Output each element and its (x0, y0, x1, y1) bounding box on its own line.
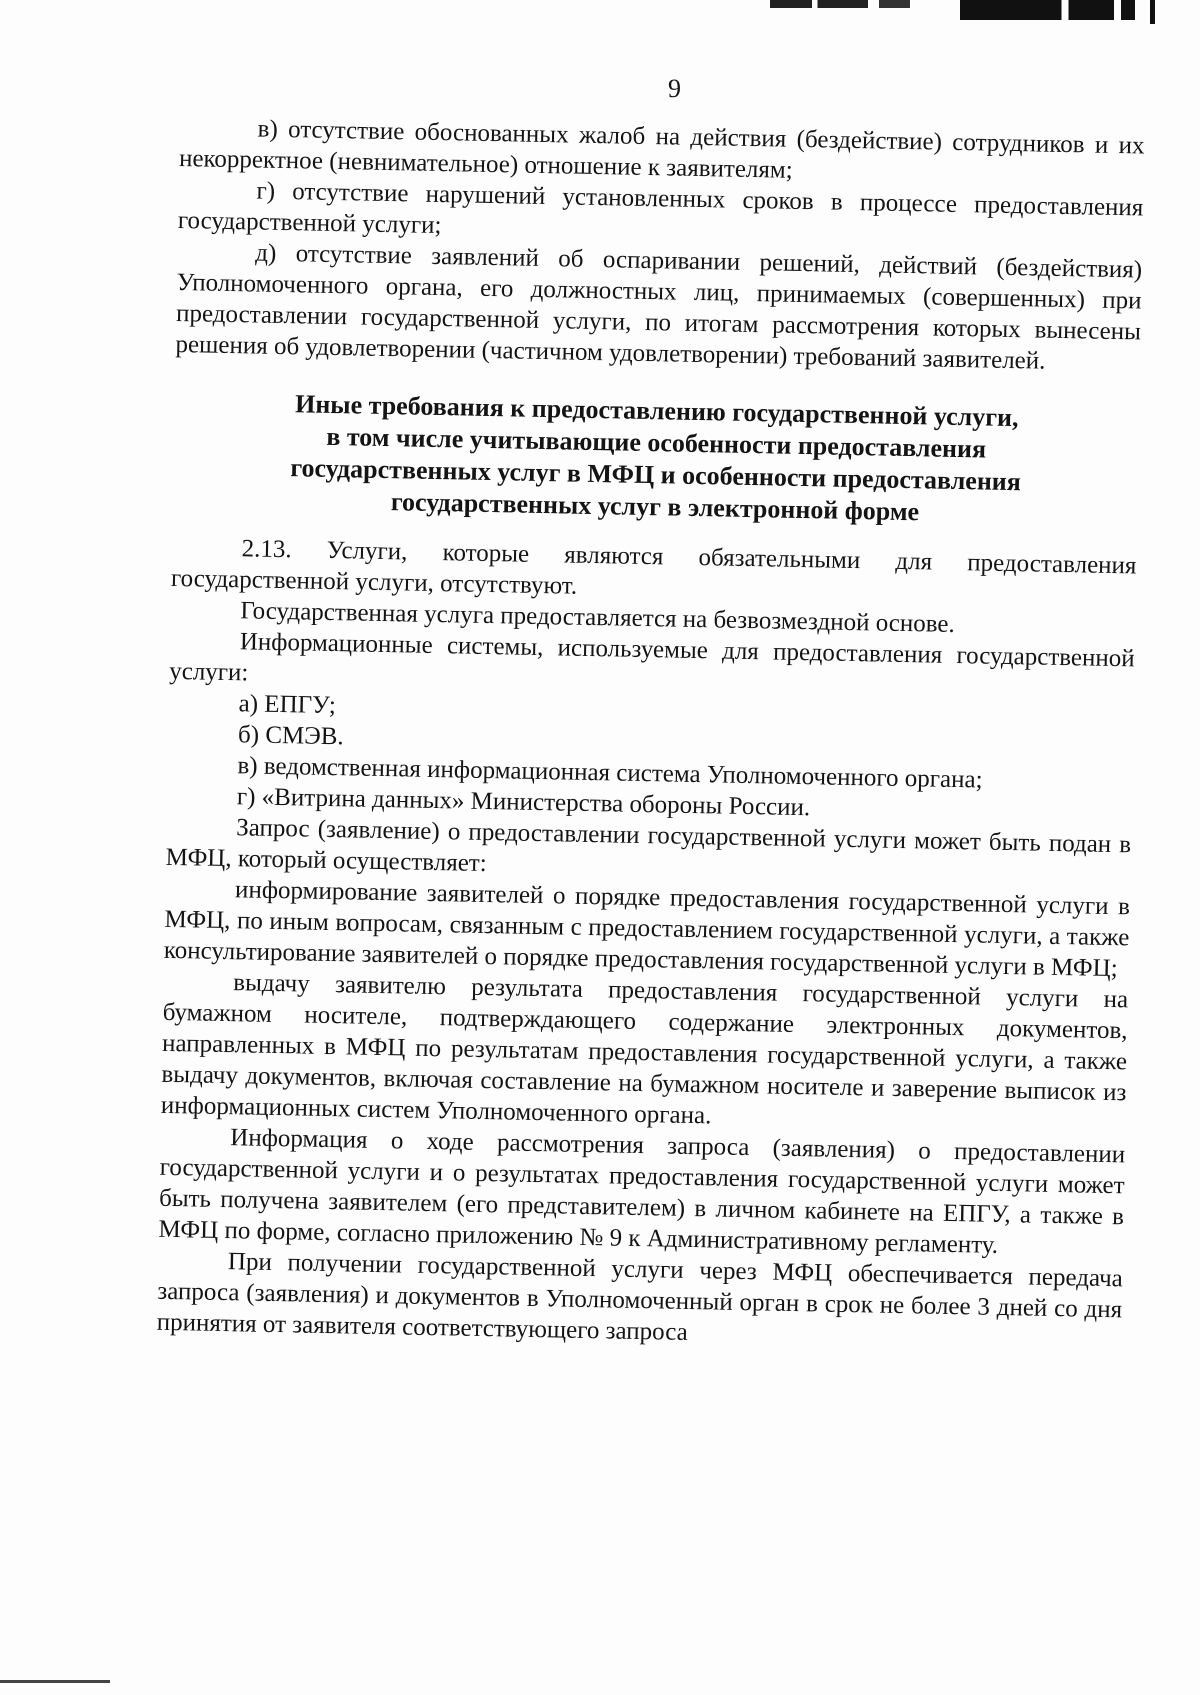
paragraph-issuance: выдачу заявителю результата предоставления государственной услуги на бумажном носителе, подтверждающего содержание электронных документов, направленных в МФЦ по результатам предоставления государственной услуги, а также выдачу документов, включая составление на бумажном носителе и заверение выписок из информационных систем Уполномоченного органа. (160, 969, 1129, 1130)
page-number: 9 (668, 74, 681, 103)
section-heading (172, 386, 1139, 533)
scan-artifact-top-edge (1150, 0, 1155, 24)
scan-artifact-top-left (770, 0, 910, 8)
heading-line: государственных услуг в электронной форме (390, 487, 920, 527)
paragraph-2-13: 2.13. Услуги, которые являются обязательными для предоставления государственной услуги, отсутствуют. (170, 535, 1137, 600)
paragraph-informing: информирование заявителей о порядке предоставления государственной услуги в МФЦ, по иным вопросам, связанным с предоставлением государственной услуги, а также консультирование заявителей о порядке предоставления государственной услуги в МФЦ; (163, 876, 1131, 983)
paragraph-item-g: г) отсутствие нарушений установленных сроков в процессе предоставления государственной услуги; (177, 177, 1144, 240)
heading-line: государственных услуг в МФЦ и особенности предоставления (290, 453, 1022, 497)
list-item-vis: в) ведомственная информационная система Уполномоченного органа; (237, 752, 983, 794)
paragraph-transfer: При получении государственной услуги через МФЦ обеспечивается передача запроса (заявления) и документов в Уполномоченный орган в срок не более 3 дней со дня принятия от заявителя соответствующего запроса (156, 1248, 1124, 1346)
list-item-epgu: а) ЕПГУ; (238, 690, 337, 720)
paragraph-item-d: д) отсутствие заявлений об оспаривании решений, действий (бездействия) Уполномоченного органа, его должностных лиц, принимаемых (совершенных) при предоставлении государственной услуги, по итогам рассмотрения которых вынесены решения об удовлетворении (частичном удовлетворении) требований заявителей. (175, 239, 1143, 375)
paragraph-item-v: в) отсутствие обоснованных жалоб на действия (бездействие) сотрудников и их некорректное (невнимательное) отношение к заявителям; (178, 115, 1145, 184)
paragraph-info-systems: Информационные системы, используемые для предоставления государственной услуги: (168, 628, 1135, 687)
list-item-smev: б) СМЭВ. (237, 721, 344, 751)
paragraph-progress-info: Информация о ходе рассмотрения запроса (заявления) о предоставлении государственной услуги и о результатах предоставления государственной услуги может быть получена заявителем (его представителем) в личном кабинете на ЕПГУ, а также в МФЦ по форме, согласно приложению № 9 к Административному регламенту. (158, 1124, 1126, 1259)
list-item-vitrina: г) «Витрина данных» Министерства обороны России. (236, 783, 811, 822)
scan-artifact-bottom-left (0, 1680, 110, 1683)
paragraph-free-basis: Государственная услуга предоставляется на безвозмездной основе. (240, 597, 956, 638)
document-body (156, 112, 1144, 1356)
heading-line: в том числе учитывающие особенности предоставления (326, 421, 987, 464)
paragraph-request-mfc: Запрос (заявление) о предоставлении государственной услуги может быть подан в МФЦ, который осуществляет: (165, 814, 1132, 878)
scan-artifact-top-right (960, 0, 1135, 20)
heading-line: Иные требования к предоставлению государственной услуги, (294, 389, 1019, 433)
